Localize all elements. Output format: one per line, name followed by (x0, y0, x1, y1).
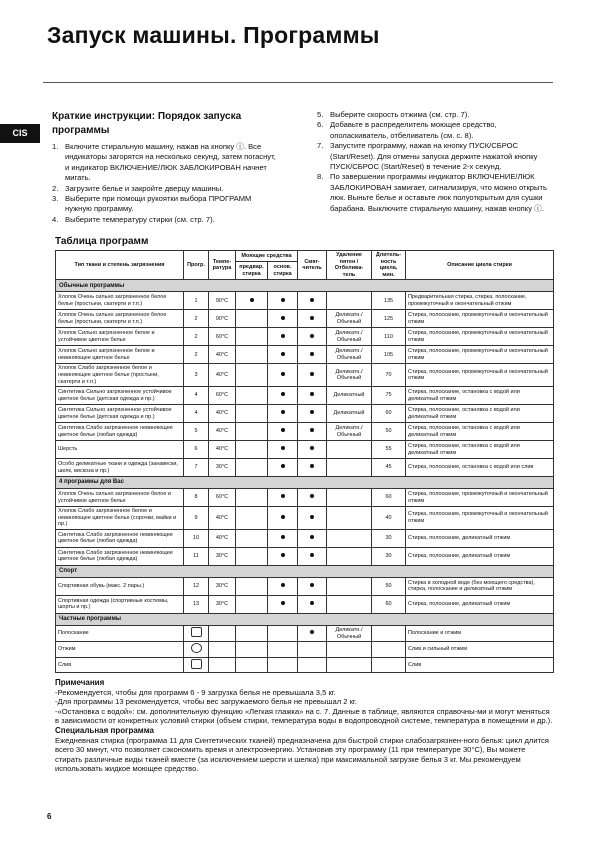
cell-duration: 60 (372, 489, 406, 507)
step-text: Загрузите белье и закройте дверцу машины. (65, 183, 224, 193)
cell-pre (236, 507, 268, 530)
table-row (56, 489, 554, 507)
cell-main (268, 577, 298, 595)
bullet-mark (281, 392, 285, 396)
cell-soft (298, 657, 327, 673)
bullet-mark (310, 494, 314, 498)
cell-description: Стирка, полоскание, промежуточный и окончательный отжим (406, 364, 554, 387)
bullet-mark (281, 410, 285, 414)
cell-pre (236, 441, 268, 459)
cell-pre (236, 625, 268, 641)
cell-soft (298, 387, 327, 405)
cell-stain: Деликатн./ Обычный (327, 423, 372, 441)
cell-stain: Деликатн./ Обычный (327, 328, 372, 346)
language-tab: CIS (0, 124, 40, 143)
cell-description: Стирка, полоскание, остановка с водой или слив (406, 459, 554, 477)
cell-soft (298, 547, 327, 565)
cell-main (268, 310, 298, 328)
step-item (52, 142, 280, 184)
bullet-mark (310, 553, 314, 557)
bullet-mark (281, 372, 285, 376)
cell-soft (298, 328, 327, 346)
program-table (55, 250, 554, 673)
header-detergent: Моющие средства (236, 251, 298, 262)
cell-type: Особо деликатные ткани и одежда (занавески, шелк, вискоза и пр.) (56, 459, 184, 477)
cell-temperature: 60°C (209, 328, 236, 346)
cell-program: 1 (184, 292, 209, 310)
cell-stain (327, 507, 372, 530)
cell-temperature: 60°C (209, 489, 236, 507)
cell-pre (236, 577, 268, 595)
bullet-mark (310, 535, 314, 539)
cell-temperature: 90°C (209, 292, 236, 310)
drain-icon (191, 659, 202, 669)
header-temperature: Темпе-ратура (209, 251, 236, 280)
cell-program (184, 625, 209, 641)
section-title: Спорт (56, 565, 554, 577)
cell-main (268, 625, 298, 641)
step-item (317, 120, 553, 141)
section-row (56, 280, 554, 292)
step-item (317, 110, 553, 120)
cell-temperature: 40°C (209, 423, 236, 441)
table-row (56, 405, 554, 423)
cell-program (184, 657, 209, 673)
step-number: 7. (317, 141, 324, 151)
header-duration: Длитель-ность цикла, мин. (372, 251, 406, 280)
title-divider (43, 82, 553, 83)
cell-main (268, 423, 298, 441)
table-row (56, 595, 554, 613)
cell-duration: 135 (372, 292, 406, 310)
cell-temperature: 40°C (209, 364, 236, 387)
cell-program: 13 (184, 595, 209, 613)
cell-program: 12 (184, 577, 209, 595)
cell-description: Стирка, полоскание, промежуточный и окончательный отжим (406, 507, 554, 530)
bullet-mark (310, 316, 314, 320)
cell-description: Стирка, полоскание, остановка с водой или деликатный отжим (406, 405, 554, 423)
cell-duration: 125 (372, 310, 406, 328)
cell-type: Хлопок Слабо загрязненное белое и невиняющее цветное белье (сорочки, майки и пр.) (56, 507, 184, 530)
cell-type: Синтетика Сильно загрязненное устойчивое цветное белье (детская одежда и пр.) (56, 405, 184, 423)
bullet-mark (310, 630, 314, 634)
cell-temperature: 30°C (209, 577, 236, 595)
table-row (56, 292, 554, 310)
cell-duration: 60 (372, 405, 406, 423)
cell-stain (327, 292, 372, 310)
bullet-mark (310, 583, 314, 587)
cell-duration: 70 (372, 364, 406, 387)
cell-stain (327, 577, 372, 595)
steps-list-left (52, 142, 280, 225)
step-text: Включите стиральную машину, нажав на кнопку ⓘ. Все индикаторы загорятся на несколько секунд, затем погаснут, и индикатор ВКЛЮЧЕНИЕ/ЛЮК ЗАБЛОКИРОВАН начнет мигать. (65, 142, 276, 183)
cell-description: Стирка, полоскание, промежуточный и окончательный отжим (406, 346, 554, 364)
cell-main (268, 489, 298, 507)
step-number: 3. (52, 194, 59, 204)
cell-stain (327, 441, 372, 459)
table-row (56, 625, 554, 641)
section-title: Обычные программы (56, 280, 554, 292)
cell-type: Спортивная одежда (спортивные костюмы, шорты и пр.) (56, 595, 184, 613)
steps-list-right (317, 110, 553, 214)
bullet-mark (281, 583, 285, 587)
cell-main (268, 364, 298, 387)
cell-description: Полоскание и отжим (406, 625, 554, 641)
cell-soft (298, 489, 327, 507)
cell-soft (298, 529, 327, 547)
bullet-mark (310, 515, 314, 519)
cell-main (268, 405, 298, 423)
cell-description: Стирка, полоскание, остановка с водой или деликатный отжим (406, 441, 554, 459)
step-item (52, 184, 280, 194)
special-program-heading: Специальная программа (55, 725, 154, 735)
cell-type: Спортивная обувь (макс. 2 пары.) (56, 577, 184, 595)
bullet-mark (281, 464, 285, 468)
cell-duration: 110 (372, 328, 406, 346)
step-text: Добавьте в распределитель моющее средство, ополаскиватель, отбеливатель (см. с. 8). (330, 120, 497, 140)
bullet-mark (281, 535, 285, 539)
cell-duration: 105 (372, 346, 406, 364)
cell-temperature: 30°C (209, 595, 236, 613)
cell-duration: 55 (372, 441, 406, 459)
cell-pre (236, 459, 268, 477)
table-row (56, 507, 554, 530)
notes-line: -Для программы 13 рекомендуется, чтобы вес загружаемого белья не превышал 2 кг. (55, 697, 357, 707)
cell-main (268, 346, 298, 364)
bullet-mark (310, 298, 314, 302)
header-program: Прогр. (184, 251, 209, 280)
step-item (317, 141, 553, 172)
cell-type: Синтетика Слабо загрязненное невиняющее цветное белье (любая одежда) (56, 529, 184, 547)
cell-stain (327, 657, 372, 673)
cell-temperature (209, 657, 236, 673)
special-program-text: Ежедневная стирка (программа 11 для Синтетических тканей) предназначена для быстрой стирки слабозагрязнен-ного белья: цикл длится всего 30 минут, что позволяет сэкономить время и электроэнергию. Установив эту программу (11 при температуре 30°С), Вы можете стирать различные виды тканей вместе (за исключением шерсти и шелка) при максимальной загрузке белья 3 кг. Мы рекомендуем использовать жидкое моющее средство. (55, 735, 549, 774)
cell-pre (236, 642, 268, 658)
cell-pre (236, 423, 268, 441)
step-number: 2. (52, 183, 59, 193)
cell-main (268, 387, 298, 405)
cell-main (268, 529, 298, 547)
cell-duration (372, 642, 406, 658)
cell-soft (298, 625, 327, 641)
cell-soft (298, 292, 327, 310)
cell-stain: Деликатн./ Обычный (327, 310, 372, 328)
cell-soft (298, 459, 327, 477)
page-number: 6 (47, 812, 52, 821)
cell-description: Стирка, полоскание, остановка с водой или деликатный отжим (406, 423, 554, 441)
cell-program: 7 (184, 459, 209, 477)
bullet-mark (310, 464, 314, 468)
cell-temperature: 30°C (209, 459, 236, 477)
step-item (52, 194, 280, 215)
cell-temperature: 60°C (209, 387, 236, 405)
cell-program: 2 (184, 346, 209, 364)
cell-main (268, 642, 298, 658)
cell-temperature (209, 625, 236, 641)
cell-main (268, 595, 298, 613)
bullet-mark (281, 494, 285, 498)
cell-description: Стирка, полоскание, остановка с водой или деликатный отжим (406, 387, 554, 405)
step-text: Выберите температуру стирки (см. стр. 7). (65, 214, 215, 224)
cell-description: Стирка, полоскание, деликатный отжим (406, 547, 554, 565)
bullet-mark (281, 316, 285, 320)
section-row (56, 613, 554, 625)
cell-program: 2 (184, 328, 209, 346)
cell-soft (298, 310, 327, 328)
cell-stain: Деликатн./ Обычный (327, 346, 372, 364)
cell-program: 4 (184, 405, 209, 423)
cell-pre (236, 405, 268, 423)
cell-type: Синтетика Сильно загрязненное устойчивое цветное белье (детская одежда и пр.) (56, 387, 184, 405)
cell-stain (327, 547, 372, 565)
table-row (56, 364, 554, 387)
bullet-mark (310, 392, 314, 396)
table-row (56, 657, 554, 673)
cell-stain (327, 489, 372, 507)
cell-main (268, 441, 298, 459)
cell-pre (236, 657, 268, 673)
cell-temperature: 40°C (209, 529, 236, 547)
cell-duration: 60 (372, 595, 406, 613)
section-row (56, 565, 554, 577)
table-row (56, 387, 554, 405)
table-row (56, 577, 554, 595)
cell-temperature: 40°C (209, 441, 236, 459)
cell-type: Отжим (56, 642, 184, 658)
cell-program: 3 (184, 364, 209, 387)
bullet-mark (281, 601, 285, 605)
cell-stain (327, 595, 372, 613)
cell-stain: Деликатн./ Обычный (327, 625, 372, 641)
cell-program: 6 (184, 441, 209, 459)
step-number: 8. (317, 172, 324, 182)
cell-stain (327, 459, 372, 477)
cell-duration: 45 (372, 459, 406, 477)
notes-line: -«Остановка с водой»: см. дополнительную функцию «Легкая глажка» на с. 7. Данные в таблице, являются справочны-ми и могут меняться в зависимости от конкретных условий стирки (объем стирки, температура воды в водопроводной системе, температура в помещении и др.). (55, 706, 553, 726)
step-text: Запустите программу, нажав на кнопку ПУСК/СБРОС (Start/Reset). Для отмены запуска держите нажатой кнопку ПУСК/СБРОС (Start/Reset) в течение 2-х секунд. (330, 141, 538, 172)
cell-main (268, 547, 298, 565)
bullet-mark (310, 334, 314, 338)
cell-type: Хлопок Очень сильно загрязненное белое и устойчивое цветное белье (56, 489, 184, 507)
rinse-icon (191, 627, 202, 637)
step-text: Выберите при помощи рукоятки выбора ПРОГРАММ нужную программу. (65, 194, 252, 214)
header-stain: Удаление пятен / Отбелива-тель (327, 251, 372, 280)
step-item (317, 172, 553, 214)
cell-pre (236, 387, 268, 405)
cell-program: 9 (184, 507, 209, 530)
table-row (56, 310, 554, 328)
cell-pre (236, 595, 268, 613)
cell-pre (236, 547, 268, 565)
bullet-mark (310, 428, 314, 432)
step-text: Выберите скорость отжима (см. стр. 7). (330, 110, 470, 119)
cell-temperature: 40°C (209, 507, 236, 530)
cell-description: Стирка в холодной воде (без моющего средства), стирка, полоскание и деликатный отжим (406, 577, 554, 595)
step-number: 5. (317, 110, 324, 119)
program-table-body (56, 280, 554, 673)
cell-type: Синтетика Слабо загрязненное невиняющее цветное белье (любая одежда) (56, 423, 184, 441)
table-row (56, 642, 554, 658)
cell-program: 5 (184, 423, 209, 441)
cell-program (184, 642, 209, 658)
page-title: Запуск машины. Программы (47, 22, 380, 48)
section-row (56, 477, 554, 489)
cell-program: 4 (184, 387, 209, 405)
bullet-mark (281, 446, 285, 450)
table-row (56, 328, 554, 346)
table-row (56, 529, 554, 547)
cell-stain (327, 642, 372, 658)
bullet-mark (281, 298, 285, 302)
cell-description: Стирка, полоскание, промежуточный и окончательный отжим (406, 328, 554, 346)
table-row (56, 346, 554, 364)
bullet-mark (281, 515, 285, 519)
cell-pre (236, 310, 268, 328)
cell-program: 11 (184, 547, 209, 565)
table-row (56, 547, 554, 565)
cell-duration (372, 625, 406, 641)
table-row (56, 441, 554, 459)
cell-duration: 75 (372, 387, 406, 405)
header-mainwash: основ. стирка (268, 261, 298, 279)
cell-duration: 30 (372, 547, 406, 565)
cell-type: Хлопок Сильно загрязненное белое и устойчивое цветное белье (56, 328, 184, 346)
cell-pre (236, 529, 268, 547)
cell-type: Полоскание (56, 625, 184, 641)
bullet-mark (310, 410, 314, 414)
cell-type: Хлопок Очень сильно загрязненное белое белье (простыни, скатерти и т.п.) (56, 310, 184, 328)
cell-pre (236, 364, 268, 387)
bullet-mark (281, 428, 285, 432)
cell-program: 10 (184, 529, 209, 547)
cell-soft (298, 595, 327, 613)
cell-soft (298, 642, 327, 658)
cell-stain: Деликатн./ Обычный (327, 364, 372, 387)
cell-type: Хлопок Слабо загрязненное белое и невиняющее цветное белье (простыни, скатерти и т.п.) (56, 364, 184, 387)
cell-type: Хлопок Очень сильно загрязненное белое белье (простыни, скатерти и т.п.) (56, 292, 184, 310)
cell-description: Стирка, полоскание, деликатный отжим (406, 529, 554, 547)
cell-main (268, 292, 298, 310)
cell-pre (236, 489, 268, 507)
cell-soft (298, 441, 327, 459)
notes-line: -Рекомендуется, чтобы для программ 6 - 9 загрузка белья не превышала 3,5 кг. (55, 687, 336, 697)
cell-soft (298, 346, 327, 364)
header-softener: Смяг-читель (298, 251, 327, 280)
cell-pre (236, 346, 268, 364)
step-item (52, 215, 280, 225)
section-title: Частные программы (56, 613, 554, 625)
cell-soft (298, 507, 327, 530)
step-number: 6. (317, 120, 324, 130)
cell-main (268, 507, 298, 530)
table-row (56, 459, 554, 477)
cell-soft (298, 364, 327, 387)
cell-duration: 50 (372, 577, 406, 595)
bullet-mark (310, 352, 314, 356)
bullet-mark (310, 446, 314, 450)
cell-stain: Деликатный (327, 387, 372, 405)
cell-pre (236, 292, 268, 310)
cell-pre (236, 328, 268, 346)
table-heading: Таблица программ (55, 236, 149, 247)
bullet-mark (281, 352, 285, 356)
cell-duration (372, 657, 406, 673)
cell-temperature (209, 642, 236, 658)
spin-icon (191, 643, 202, 653)
cell-program: 2 (184, 310, 209, 328)
cell-description: Стирка, полоскание, промежуточный и окончательный отжим (406, 310, 554, 328)
notes-heading: Примечания (55, 678, 105, 687)
cell-duration: 30 (372, 529, 406, 547)
cell-type: Хлопок Сильно загрязненное белое и невиняющее цветное белье (56, 346, 184, 364)
cell-soft (298, 423, 327, 441)
quick-instructions-heading: Краткие инструкции: Порядок запуска программы (52, 111, 242, 136)
bullet-mark (250, 298, 254, 302)
notes-block (55, 678, 553, 774)
header-description: Описание цикла стирки (406, 251, 554, 280)
table-row (56, 423, 554, 441)
cell-soft (298, 405, 327, 423)
cell-description: Стирка, полоскание, промежуточный и окончательный отжим (406, 489, 554, 507)
cell-temperature: 90°C (209, 310, 236, 328)
cell-description: Стирка, полоскание, деликатный отжим (406, 595, 554, 613)
step-number: 4. (52, 214, 59, 224)
cell-description: Слив и сильный отжим (406, 642, 554, 658)
cell-temperature: 40°C (209, 405, 236, 423)
cell-stain (327, 529, 372, 547)
cell-main (268, 328, 298, 346)
section-title: 4 программы для Вас (56, 477, 554, 489)
cell-type: Шерсть (56, 441, 184, 459)
cell-main (268, 657, 298, 673)
step-number: 1. (52, 142, 59, 151)
header-prewash: предвар. стирка (236, 261, 268, 279)
cell-soft (298, 577, 327, 595)
cell-duration: 40 (372, 507, 406, 530)
cell-description: Слив (406, 657, 554, 673)
step-text: По завершении программы индикатор ВКЛЮЧЕНИЕ/ЛЮК ЗАБЛОКИРОВАН замигает, сигнализируя, что можно открыть люк. Выньте белье и оставьте люк полуоткрытым для сушки барабана. Выключите стиральную машину, нажав кнопку ⓘ. (330, 172, 547, 213)
cell-temperature: 30°C (209, 547, 236, 565)
header-type: Тип ткани и степень загрязнения (56, 251, 184, 280)
cell-description: Предварительная стирка, стирка, полоскание, промежуточный и окончательный отжим (406, 292, 554, 310)
cell-stain: Деликатный (327, 405, 372, 423)
bullet-mark (310, 372, 314, 376)
cell-duration: 50 (372, 423, 406, 441)
cell-main (268, 459, 298, 477)
cell-temperature: 40°C (209, 346, 236, 364)
bullet-mark (281, 553, 285, 557)
cell-program: 8 (184, 489, 209, 507)
cell-type: Слив (56, 657, 184, 673)
bullet-mark (281, 334, 285, 338)
cell-type: Синтетика Слабо загрязненное невиняющее цветное белье (любая одежда) (56, 547, 184, 565)
bullet-mark (310, 601, 314, 605)
